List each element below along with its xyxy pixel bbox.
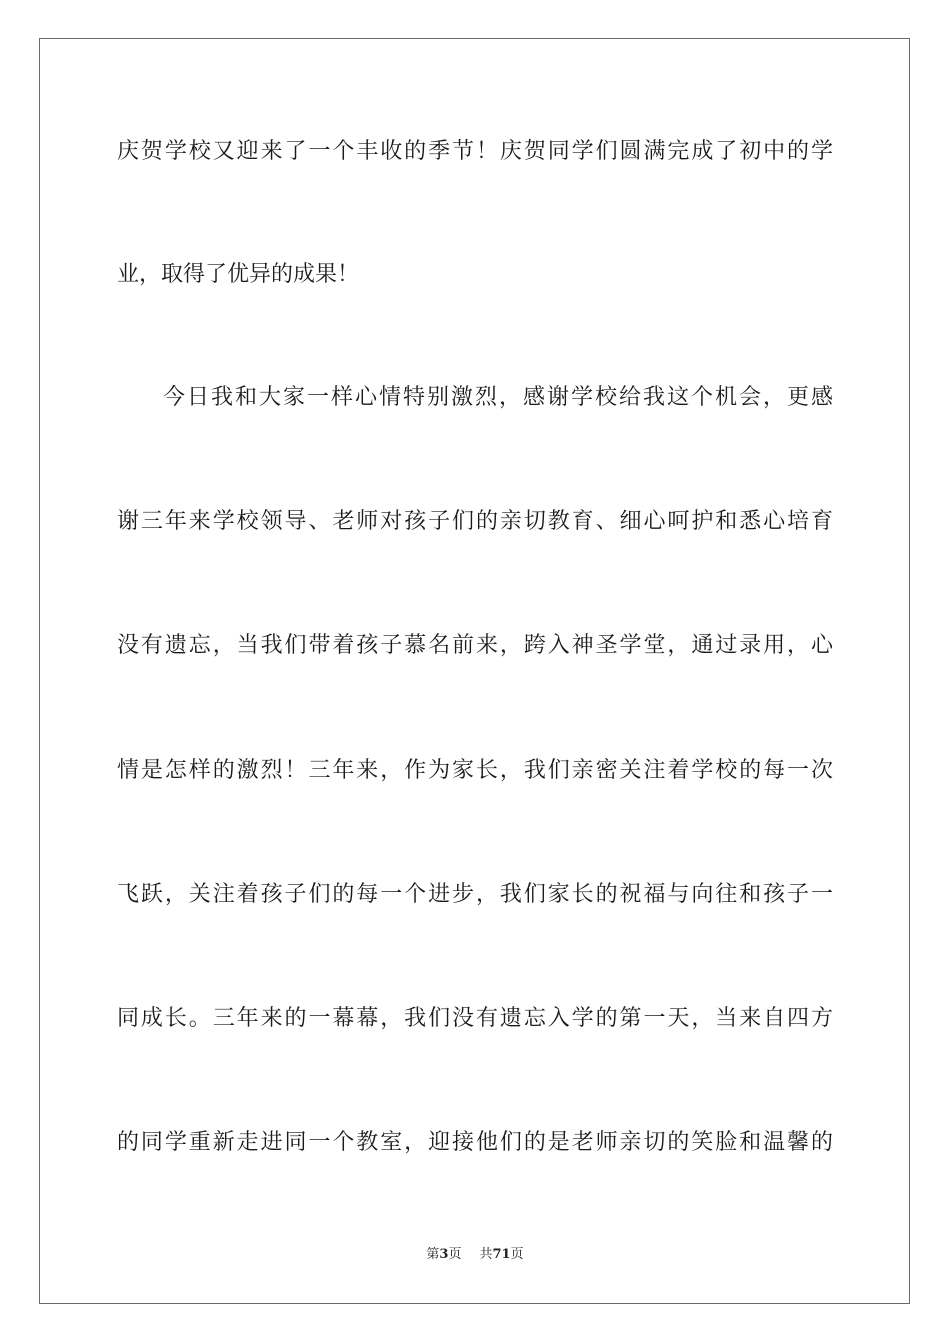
text-line-9: 的同学重新走进同一个教室，迎接他们的是老师亲切的笑脸和温馨的 [117, 1130, 833, 1155]
text-line-7: 飞跃，关注着孩子们的每一个进步，我们家长的祝福与向往和孩子一 [117, 882, 833, 907]
text-line-3: 今日我和大家一样心情特别激烈，感谢学校给我这个机会，更感 [163, 385, 833, 410]
text-line-6: 情是怎样的激烈！三年来，作为家长，我们亲密关注着学校的每一次 [117, 758, 833, 783]
page-label-suffix: 页 [448, 1247, 462, 1262]
text-line-1: 庆贺学校又迎来了一个丰收的季节！庆贺同学们圆满完成了初中的学 [117, 139, 833, 164]
text-line-8: 同成长。三年来的一幕幕，我们没有遗忘入学的第一天，当来自四方 [117, 1006, 833, 1031]
text-line-4: 谢三年来学校领导、老师对孩子们的亲切教育、细心呵护和悉心培育 [117, 509, 833, 534]
total-pages-number: 71 [492, 1247, 511, 1262]
text-line-2: 业，取得了优异的成果！ [117, 262, 360, 287]
total-label-suffix: 页 [510, 1247, 524, 1262]
page-footer [0, 1246, 950, 1264]
page-border [39, 38, 910, 1304]
current-page-number: 3 [439, 1247, 449, 1262]
total-label-prefix: 共 [479, 1247, 493, 1262]
text-line-5: 没有遗忘，当我们带着孩子慕名前来，跨入神圣学堂，通过录用，心 [117, 633, 833, 658]
page-label-prefix: 第 [426, 1247, 440, 1262]
